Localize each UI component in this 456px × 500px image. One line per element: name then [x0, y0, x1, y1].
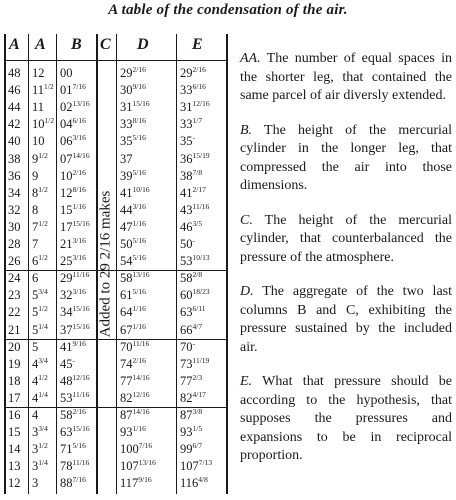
fraction: 12/16 — [192, 99, 210, 109]
fraction: 14/16 — [132, 406, 150, 416]
fraction: 11/19 — [192, 355, 210, 365]
cell-e: $58^{2/8}$ — [180, 270, 203, 286]
cell-a-right: $8^{1/2}$ — [32, 184, 48, 200]
note-e: E. What that pressure should be according to the hypothesis, that supposes the pressures and expansions to be in reciprocal proportion. — [240, 374, 453, 463]
fraction: 15/16 — [72, 304, 90, 314]
cell-a-right: $5^{1/4}$ — [32, 321, 48, 337]
fraction: 3/8 — [192, 406, 203, 416]
fraction: 2/16 — [132, 355, 146, 365]
fraction: 5/16 — [132, 287, 146, 297]
note-b: B. The height of the mercurial cylinder in the longer leg, that compressed the air into those dimensions. — [240, 122, 452, 193]
fraction: 1/7 — [192, 116, 203, 126]
cell-a-right: 10 — [32, 134, 45, 149]
cell-d: $54^{5/16}$ — [120, 252, 146, 269]
cell-e: 70- — [180, 338, 195, 354]
cell-a-left: 26 — [8, 254, 21, 269]
cell-a-right: 11 — [32, 100, 45, 115]
fraction: 4/7 — [192, 321, 203, 331]
fraction: 7/16 — [138, 441, 153, 451]
fraction: 3/16 — [132, 201, 146, 211]
cell-a-right: $5^{3/4}$ — [32, 287, 48, 303]
fraction: 7/16 — [72, 81, 86, 91]
cell-a-left: 24 — [8, 271, 21, 286]
cell-a-right: 4 — [32, 408, 39, 422]
cell-a-left: 15 — [8, 425, 21, 440]
fraction: 14/16 — [132, 372, 150, 382]
cell-a-left: 22 — [8, 305, 21, 320]
cell-b: 45- — [60, 355, 75, 371]
cell-b: $10^{2/16}$ — [60, 167, 86, 183]
cell-e: $60^{18/23}$ — [180, 287, 210, 303]
cell-b: $29^{11/16}$ — [60, 270, 90, 286]
fraction: 2/8 — [192, 270, 203, 280]
cell-d: $31^{15/16}$ — [120, 99, 150, 115]
table-border-right — [226, 34, 228, 494]
cell-a-left: 34 — [8, 185, 21, 200]
cell-d: $70^{11/16}$ — [120, 338, 150, 354]
cell-d: $47^{1/16}$ — [120, 218, 146, 234]
fraction: 5/16 — [72, 441, 86, 451]
fraction: 2/17 — [192, 184, 206, 194]
cell-a-right: $10^{1/2}$ — [32, 116, 55, 132]
fraction: 15/16 — [132, 99, 150, 109]
fraction: 1/2 — [38, 372, 48, 382]
cell-a-left: 30 — [8, 219, 21, 234]
fraction: 6/16 — [192, 81, 206, 91]
header-e: E — [192, 36, 203, 53]
cell-a-left: 38 — [8, 151, 21, 166]
fraction: - — [192, 133, 195, 143]
note-aa: AA. The number of equal spaces in the shorter leg, that contained the same parcel of air diversly extended. — [240, 51, 452, 103]
cell-b: $21^{3/16}$ — [60, 235, 86, 251]
cell-a-right: $3^{3/4}$ — [32, 423, 48, 440]
fraction: 11/16 — [72, 270, 90, 280]
cell-e: 50- — [180, 235, 195, 251]
cell-d: $30^{9/16}$ — [120, 81, 146, 98]
fraction: 11/16 — [72, 389, 90, 399]
fraction: 1/16 — [132, 321, 146, 331]
cell-a-left: 40 — [8, 134, 21, 149]
fraction: 2/3 — [192, 372, 203, 382]
fraction: 8/16 — [72, 184, 86, 194]
header-rule — [5, 60, 227, 61]
fraction: 14/16 — [72, 150, 90, 160]
group-rule — [5, 407, 227, 408]
cell-b: $15^{1/16}$ — [60, 201, 86, 217]
note-c: C. The height of the mercurial cylinder, that counterbalanced the pressure of the atmosphere. — [240, 212, 452, 265]
cell-b: $01^{7/16}$ — [60, 81, 86, 98]
fraction: 1/2 — [44, 116, 55, 126]
cell-d: $64^{1/16}$ — [120, 304, 146, 320]
cell-a-right: 9 — [32, 168, 39, 183]
fraction: 5/16 — [132, 133, 146, 143]
cell-b: $12^{8/16}$ — [60, 184, 86, 200]
fraction: 3/16 — [72, 235, 86, 245]
fraction: 6/7 — [192, 441, 203, 451]
fraction: 1/2 — [38, 304, 48, 314]
cell-e: $63^{6/11}$ — [180, 304, 206, 320]
cell-b: $63^{15/16}$ — [60, 423, 90, 440]
cell-a-right: 5 — [32, 339, 39, 354]
cell-a-left: 21 — [8, 322, 21, 337]
fraction: 1/2 — [38, 184, 48, 194]
cell-b: $07^{14/16}$ — [60, 150, 90, 166]
fraction: 1/2 — [38, 441, 48, 451]
fraction: 6/16 — [72, 116, 86, 126]
fraction: 11/16 — [192, 201, 210, 211]
cell-d: $107^{13/16}$ — [120, 458, 156, 474]
fraction: 11/16 — [132, 338, 150, 348]
cell-a-left: 14 — [8, 442, 21, 457]
cell-b: $17^{15/16}$ — [60, 218, 90, 234]
cell-e: $36^{15/19}$ — [180, 150, 210, 166]
column-divider — [28, 34, 29, 494]
cell-a-left: 12 — [8, 476, 21, 491]
cell-e: $73^{11/19}$ — [180, 355, 210, 371]
cell-a-left: 23 — [8, 288, 21, 303]
fraction: 6/11 — [192, 304, 206, 314]
cell-e: $53^{10/13}$ — [180, 252, 210, 269]
fraction: 1/2 — [38, 218, 48, 228]
fraction: 13/16 — [138, 458, 156, 468]
cell-b: $04^{6/16}$ — [60, 116, 86, 132]
fraction: 13/16 — [72, 99, 90, 109]
cell-d: $82^{12/16}$ — [120, 389, 150, 405]
cell-d: $87^{14/16}$ — [120, 406, 150, 422]
fraction: 12/16 — [132, 389, 150, 399]
cell-b: $58^{2/16}$ — [60, 406, 86, 422]
cell-a-right: 6 — [32, 271, 39, 286]
header-a2: A — [35, 36, 46, 53]
cell-e: $43^{11/16}$ — [180, 201, 210, 217]
cell-a-left: 18 — [8, 373, 21, 388]
cell-e: $31^{12/16}$ — [180, 99, 210, 115]
cell-e: $93^{1/5}$ — [180, 423, 203, 440]
fraction: 3/4 — [38, 423, 48, 433]
cell-b: $88^{7/16}$ — [60, 475, 86, 491]
fraction: - — [192, 338, 195, 348]
fraction: 1/16 — [132, 304, 146, 314]
cell-b: $02^{13/16}$ — [60, 99, 90, 115]
cell-a-right: 3 — [32, 476, 39, 491]
column-divider — [116, 34, 117, 494]
cell-b: $41^{9/16}$ — [60, 338, 86, 354]
fraction: 15/16 — [72, 321, 90, 331]
cell-d: $39^{5/16}$ — [120, 167, 146, 183]
fraction: 1/16 — [132, 218, 146, 228]
fraction: 10/13 — [192, 252, 210, 262]
table-border-left — [4, 34, 6, 494]
cell-d: $100^{7/16}$ — [120, 441, 153, 457]
cell-a-right: $11^{1/2}$ — [32, 81, 54, 98]
fraction: 3/4 — [38, 287, 48, 297]
cell-e: $41^{2/17}$ — [180, 184, 206, 200]
cell-b: $37^{15/16}$ — [60, 321, 90, 337]
cell-a-right: $4^{1/2}$ — [32, 372, 48, 388]
fraction: 7/16 — [72, 475, 86, 485]
column-divider — [56, 34, 57, 494]
group-rule — [5, 339, 227, 340]
fraction: 15/16 — [72, 423, 90, 433]
cell-b: $32^{3/16}$ — [60, 287, 86, 303]
fraction: 9/16 — [138, 475, 152, 485]
fraction: 2/16 — [192, 64, 206, 74]
cell-d: $93^{1/16}$ — [120, 423, 146, 440]
fraction: 15/19 — [192, 150, 210, 160]
cell-d: $61^{5/16}$ — [120, 287, 146, 303]
cell-e: $82^{4/17}$ — [180, 389, 206, 405]
fraction: 3/5 — [192, 218, 203, 228]
fraction: 7/8 — [192, 167, 203, 177]
cell-a-left: 42 — [8, 117, 21, 132]
fraction: 1/5 — [192, 423, 203, 433]
cell-a-left: 13 — [8, 459, 21, 474]
cell-d: $77^{14/16}$ — [120, 372, 150, 388]
cell-a-right: $7^{1/2}$ — [32, 218, 48, 234]
cell-e: $38^{7/8}$ — [180, 167, 203, 183]
fraction: 3/16 — [72, 287, 86, 297]
fraction: 9/16 — [72, 338, 86, 348]
fraction: 5/16 — [132, 167, 146, 177]
fraction: 18/23 — [192, 287, 210, 297]
fraction: 1/16 — [72, 201, 86, 211]
table-title: A table of the condensation of the air. — [108, 2, 348, 18]
cell-b: $25^{3/16}$ — [60, 252, 86, 269]
header-d: D — [137, 36, 149, 53]
cell-d: $50^{5/16}$ — [120, 235, 146, 251]
condensation-table — [4, 34, 230, 496]
cell-d: $74^{2/16}$ — [120, 355, 146, 371]
fraction: 13/16 — [132, 270, 150, 280]
note-d: D. The aggregate of the two last columns B and C, exhibiting the pressure sustained by the included air. — [240, 284, 452, 355]
fraction: 10/16 — [132, 184, 150, 194]
fraction: 3/16 — [72, 252, 86, 262]
column-divider — [176, 34, 177, 494]
fraction: - — [192, 235, 195, 245]
cell-a-left: 19 — [8, 356, 21, 371]
cell-e: $33^{6/16}$ — [180, 81, 206, 98]
cell-a-left: 28 — [8, 237, 21, 251]
cell-b: $34^{15/16}$ — [60, 304, 90, 320]
fraction: 1/2 — [44, 81, 54, 91]
cell-d: 37 — [120, 151, 133, 166]
cell-d: $67^{1/16}$ — [120, 321, 146, 337]
fraction: 1/4 — [38, 389, 48, 399]
cell-a-left: 32 — [8, 202, 21, 217]
cell-a-right: $3^{1/4}$ — [32, 458, 48, 474]
cell-e: $116^{4/8}$ — [180, 475, 208, 491]
fraction: 12/16 — [72, 372, 90, 382]
fraction: 9/16 — [132, 81, 146, 91]
cell-b: $53^{11/16}$ — [60, 389, 90, 405]
fraction: - — [72, 355, 75, 365]
fraction: 1/4 — [38, 458, 48, 468]
cell-a-right: 8 — [32, 202, 39, 217]
group-rule — [5, 270, 227, 271]
cell-a-left: 16 — [8, 408, 21, 422]
cell-a-left: 17 — [8, 390, 21, 405]
fraction: 3/4 — [38, 355, 48, 365]
cell-e: $29^{2/16}$ — [180, 64, 206, 80]
cell-a-right: $3^{1/2}$ — [32, 441, 48, 457]
fraction: 4/17 — [192, 389, 206, 399]
cell-d: $41^{10/16}$ — [120, 184, 150, 200]
cell-a-left: 48 — [8, 66, 21, 80]
cell-e: $77^{2/3}$ — [180, 372, 203, 388]
cell-d: $58^{13/16}$ — [120, 270, 150, 286]
cell-e: $99^{6/7}$ — [180, 441, 203, 457]
cell-d: $33^{8/16}$ — [120, 116, 146, 132]
cell-e: 35- — [180, 133, 195, 149]
cell-a-left: 44 — [8, 100, 21, 115]
fraction: 1/4 — [38, 321, 48, 331]
cell-a-right: $5^{1/2}$ — [32, 304, 48, 320]
cell-a-right: $4^{3/4}$ — [32, 355, 48, 371]
cell-d: $117^{9/16}$ — [120, 475, 152, 491]
cell-a-left: 46 — [8, 83, 21, 98]
cell-a-right: 7 — [32, 237, 39, 251]
cell-a-left: 20 — [8, 339, 21, 354]
cell-b: $78^{11/16}$ — [60, 458, 90, 474]
fraction: 15/16 — [72, 218, 90, 228]
fraction: 2/16 — [132, 64, 146, 74]
header-c: C — [100, 36, 111, 53]
cell-a-right: $4^{1/4}$ — [32, 389, 48, 405]
cell-a-right: $6^{1/2}$ — [32, 252, 48, 269]
fraction: 1/2 — [38, 150, 48, 160]
cell-e: $46^{3/5}$ — [180, 218, 203, 234]
header-b: B — [71, 36, 82, 53]
cell-e: $87^{3/8}$ — [180, 406, 203, 422]
cell-e: $66^{4/7}$ — [180, 321, 203, 337]
cell-b: $48^{12/16}$ — [60, 372, 90, 388]
column-c-label: Added to 29 2/16 makes — [97, 190, 114, 338]
fraction: 8/16 — [132, 116, 146, 126]
cell-a-right: 12 — [32, 66, 45, 80]
fraction: 5/16 — [132, 252, 146, 262]
cell-b: $06^{3/16}$ — [60, 133, 86, 149]
cell-e: $107^{7/13}$ — [180, 458, 213, 474]
fraction: 3/16 — [72, 133, 86, 143]
cell-b: 00 — [60, 66, 73, 80]
cell-d: $29^{2/16}$ — [120, 64, 146, 80]
cell-d: $35^{5/16}$ — [120, 133, 146, 149]
fraction: 5/16 — [132, 235, 146, 245]
fraction: 2/16 — [72, 167, 86, 177]
fraction: 7/13 — [198, 458, 213, 468]
fraction: 11/16 — [72, 458, 90, 468]
cell-a-left: 36 — [8, 168, 21, 183]
fraction: 2/16 — [72, 406, 86, 416]
fraction: 1/16 — [132, 423, 146, 433]
cell-e: $33^{1/7}$ — [180, 116, 203, 132]
cell-b: $71^{5/16}$ — [60, 441, 86, 457]
column-notes — [240, 50, 452, 482]
header-a1: A — [9, 36, 20, 53]
fraction: 1/2 — [38, 252, 48, 262]
cell-a-right: $9^{1/2}$ — [32, 150, 48, 166]
fraction: 4/8 — [198, 475, 208, 485]
cell-d: $44^{3/16}$ — [120, 201, 146, 217]
